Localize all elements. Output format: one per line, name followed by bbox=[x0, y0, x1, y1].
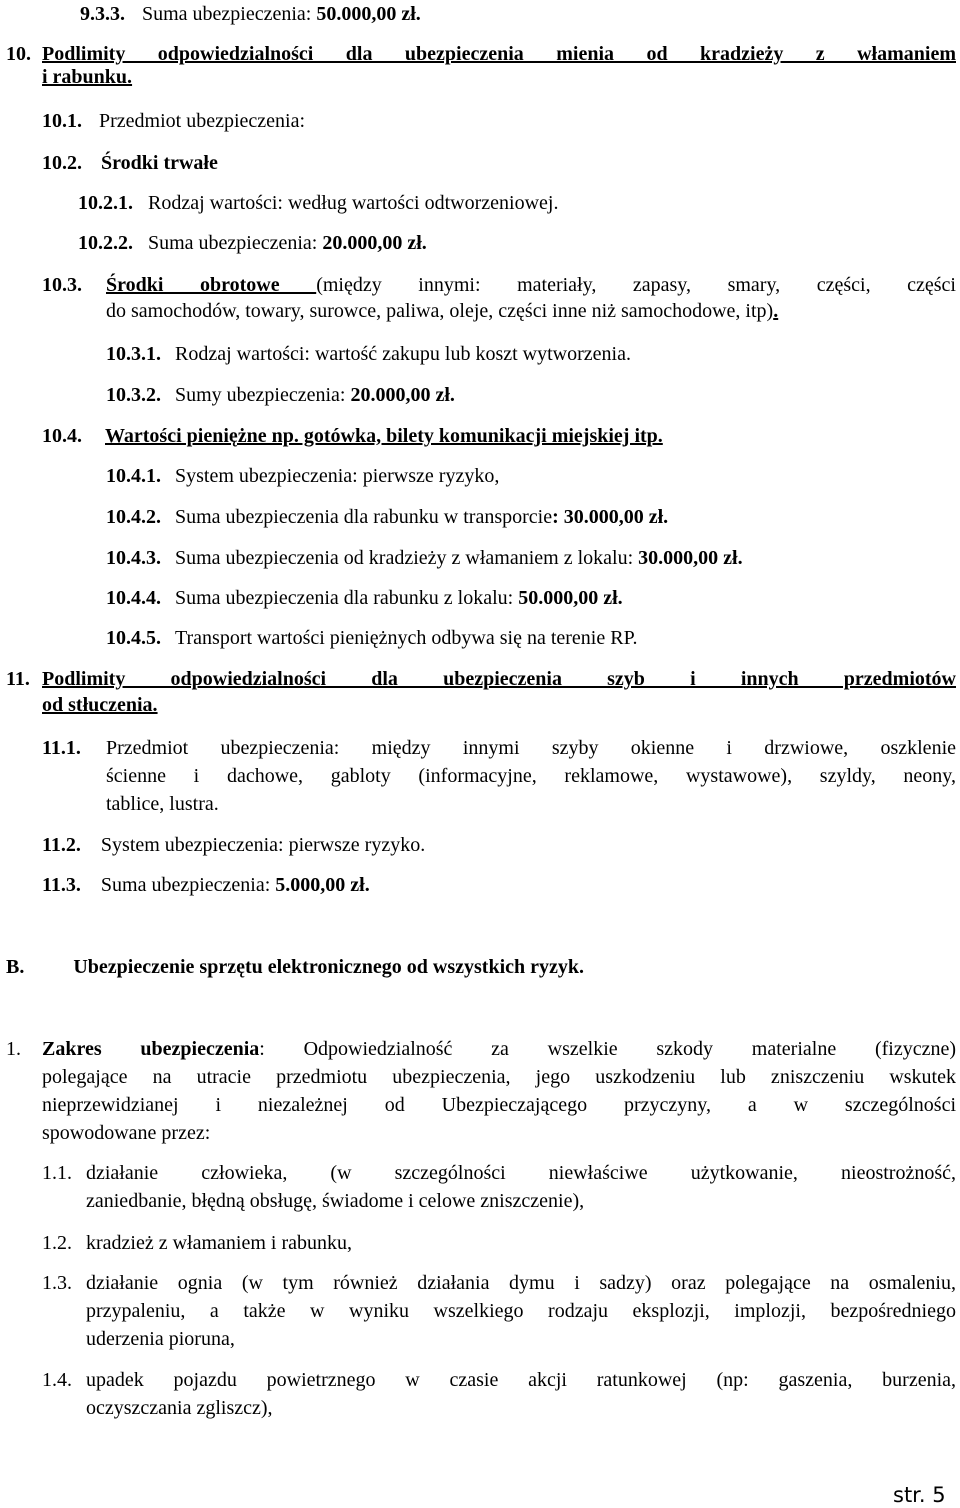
item-10-1 bbox=[42, 108, 305, 134]
item-b-1-4-line2: oczyszczania zgliszcz), bbox=[86, 1397, 273, 1419]
scope-heading: Zakres ubezpieczenia bbox=[42, 1038, 260, 1060]
item-number: 10.4. bbox=[42, 425, 82, 447]
item-10-2 bbox=[42, 150, 218, 176]
item-10-4-2 bbox=[106, 504, 668, 530]
item-b-1-2-number: 1.2. bbox=[42, 1232, 72, 1254]
section-b-title: Ubezpieczenie sprzętu elektronicznego od wszystkich ryzyk. bbox=[73, 956, 584, 978]
item-9-3-3 bbox=[80, 1, 421, 27]
item-label: Suma ubezpieczenia od kradzieży z włamaniem z lokalu: bbox=[175, 547, 639, 569]
item-text: Rodzaj wartości: wartość zakupu lub koszt wytworzenia. bbox=[175, 343, 631, 365]
item-b-1-line3: nieprzewidzianej i niezależnej od Ubezpieczającego przyczyny, a w szczególności bbox=[42, 1094, 956, 1116]
section-10-title-line1: Podlimity odpowiedzialności dla ubezpieczenia mienia od kradzieży z włamaniem bbox=[42, 43, 956, 65]
item-number: 10.4.1. bbox=[106, 465, 161, 487]
sum-amount: 5.000,00 zł. bbox=[275, 874, 370, 896]
item-10-3-number: 10.3. bbox=[42, 274, 82, 296]
item-10-3-1 bbox=[106, 341, 631, 367]
item-number: 10.4.4. bbox=[106, 587, 161, 609]
item-11-1-line2: ścienne i dachowe, gabloty (informacyjne, reklamowe, wystawowe), szyldy, neony, bbox=[106, 765, 956, 787]
item-text: System ubezpieczenia: pierwsze ryzyko, bbox=[175, 465, 500, 487]
item-label: Suma ubezpieczenia: bbox=[100, 874, 276, 896]
item-number: 11.3. bbox=[42, 874, 81, 896]
item-11-3 bbox=[42, 872, 370, 898]
item-label: Suma ubezpieczenia dla rabunku w transporcie bbox=[175, 506, 553, 528]
item-b-1-line1 bbox=[42, 1036, 956, 1062]
item-10-2-2 bbox=[78, 230, 427, 256]
item-b-1-number: 1. bbox=[6, 1038, 21, 1060]
item-11-1-line3: tablice, lustra. bbox=[106, 793, 219, 815]
item-b-1-1-line2: zaniedbanie, błędną obsługę, świadome i celowe zniszczenie), bbox=[86, 1190, 585, 1212]
sum-amount: 20.000,00 zł. bbox=[322, 232, 427, 254]
item-10-3-line2 bbox=[106, 298, 778, 324]
section-11-title-line2: od stłuczenia. bbox=[42, 694, 158, 716]
item-b-1-1-line1: działanie człowieka, (w szczególności niewłaściwe użytkowanie, nieostrożność, bbox=[86, 1162, 956, 1184]
item-11-1-line1: Przedmiot ubezpieczenia: między innymi szyby okienne i drzwiowe, oszklenie bbox=[106, 737, 956, 759]
sum-amount: 50.000,00 zł. bbox=[316, 3, 421, 25]
item-10-4-4 bbox=[106, 585, 623, 611]
item-number: 10.2.2. bbox=[78, 232, 133, 254]
item-b-1-2-text: kradzież z włamaniem i rabunku, bbox=[86, 1232, 352, 1254]
item-text: Przedmiot ubezpieczenia: bbox=[99, 110, 306, 132]
item-10-3-title: Środki obrotowe bbox=[106, 274, 317, 296]
item-10-4-1 bbox=[106, 463, 499, 489]
item-number: 10.3.2. bbox=[106, 384, 161, 406]
scope-text: : Odpowiedzialność za wszelkie szkody materialne (fizyczne) bbox=[259, 1038, 956, 1060]
page-number: str. 5 bbox=[893, 1483, 946, 1507]
item-number: 10.2.1. bbox=[78, 192, 133, 214]
item-10-3-line1 bbox=[106, 272, 956, 298]
item-text: Środki trwałe bbox=[101, 152, 218, 174]
section-11-title-line1: Podlimity odpowiedzialności dla ubezpieczenia szyb i innych przedmiotów bbox=[42, 668, 956, 690]
item-b-1-3-number: 1.3. bbox=[42, 1272, 72, 1294]
item-title: Wartości pieniężne np. gotówka, bilety komunikacji miejskiej itp. bbox=[105, 425, 663, 447]
item-text: Rodzaj wartości: według wartości odtworzeniowej. bbox=[148, 192, 559, 214]
item-number: 9.3.3. bbox=[80, 3, 125, 25]
section-b-number: B. bbox=[6, 956, 25, 978]
item-10-4 bbox=[42, 423, 663, 449]
item-label: Suma ubezpieczenia dla rabunku z lokalu: bbox=[175, 587, 519, 609]
item-number: 10.4.5. bbox=[106, 627, 161, 649]
item-number: 10.4.3. bbox=[106, 547, 161, 569]
item-number: 11.2. bbox=[42, 834, 81, 856]
item-text: Transport wartości pieniężnych odbywa się na terenie RP. bbox=[175, 627, 638, 649]
item-b-1-4-line1: upadek pojazdu powietrznego w czasie akcji ratunkowej (np: gaszenia, burzenia, bbox=[86, 1369, 956, 1391]
item-10-4-5 bbox=[106, 625, 638, 651]
item-b-1-3-line1: działanie ognia (w tym również działania dymu i sadzy) oraz polegające na osmaleniu, bbox=[86, 1272, 956, 1294]
item-b-1-4-number: 1.4. bbox=[42, 1369, 72, 1391]
item-b-1-3-line2: przypaleniu, a także w wyniku wszelkiego rodzaju eksplozji, implozji, bezpośredniego bbox=[86, 1300, 956, 1322]
item-number: 10.3.1. bbox=[106, 343, 161, 365]
item-label: Sumy ubezpieczenia: bbox=[175, 384, 351, 406]
item-label: Suma ubezpieczenia: bbox=[142, 3, 317, 25]
item-10-3-text: do samochodów, towary, surowce, paliwa, oleje, części inne niż samochodowe, itp) bbox=[106, 300, 774, 322]
item-11-1-number: 11.1. bbox=[42, 737, 81, 759]
item-10-2-1 bbox=[78, 190, 558, 216]
sum-amount: 50.000,00 zł. bbox=[518, 587, 623, 609]
sum-amount: 30.000,00 zł. bbox=[638, 547, 743, 569]
section-10-number: 10. bbox=[6, 43, 31, 65]
section-11-number: 11. bbox=[6, 668, 30, 690]
item-10-3-2 bbox=[106, 382, 455, 408]
item-b-1-3-line3: uderzenia pioruna, bbox=[86, 1328, 235, 1350]
item-11-2 bbox=[42, 832, 425, 858]
item-10-3-text: (między innymi: materiały, zapasy, smary, części, części bbox=[316, 274, 956, 296]
item-10-3-period: . bbox=[773, 300, 779, 322]
item-number: 10.4.2. bbox=[106, 506, 161, 528]
item-b-1-line2: polegające na utracie przedmiotu ubezpieczenia, jego uszkodzeniu lub zniszczeniu wskutek bbox=[42, 1066, 956, 1088]
section-10-title-line2: i rabunku. bbox=[42, 66, 133, 88]
item-number: 10.1. bbox=[42, 110, 82, 132]
item-b-1-line4: spowodowane przez: bbox=[42, 1122, 211, 1144]
item-text: System ubezpieczenia: pierwsze ryzyko. bbox=[100, 834, 426, 856]
sum-amount: 20.000,00 zł. bbox=[350, 384, 455, 406]
item-number: 10.2. bbox=[42, 152, 82, 174]
sum-amount: : 30.000,00 zł. bbox=[552, 506, 669, 528]
item-label: Suma ubezpieczenia: bbox=[148, 232, 323, 254]
section-b bbox=[6, 954, 584, 980]
item-10-4-3 bbox=[106, 545, 743, 571]
item-b-1-1-number: 1.1. bbox=[42, 1162, 72, 1184]
